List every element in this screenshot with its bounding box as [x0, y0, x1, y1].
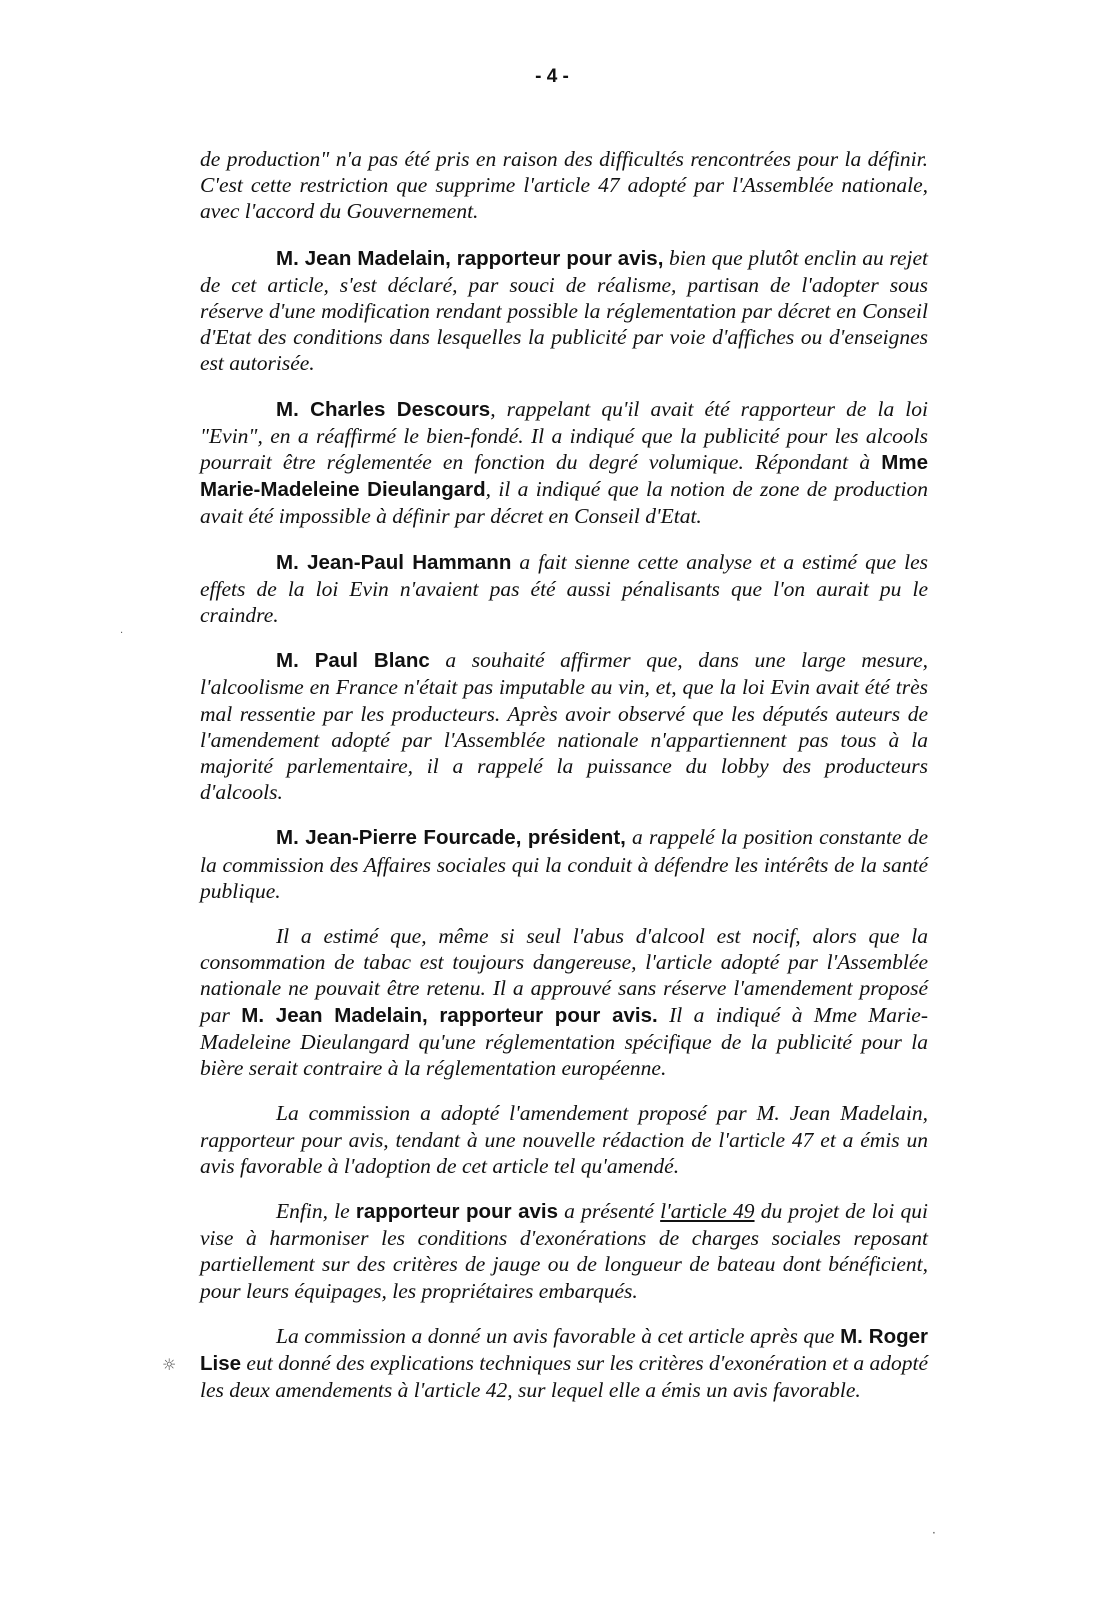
speaker-name: Mme Marie-Madeleine Dieulangard: [200, 451, 928, 502]
paragraph: [200, 146, 928, 225]
page-number: - 4 -: [535, 66, 569, 87]
document-body: [200, 146, 928, 1422]
speaker-name: M. Jean Madelain, rapporteur pour avis.: [241, 1003, 658, 1027]
paragraph-text: a présenté: [557, 1198, 661, 1223]
scan-speck-icon: ·: [932, 1526, 936, 1540]
paragraph-text: a souhaité affirmer que, dans une large mesure, l'alcoolisme en France n'était pas imputable au vin, et, que la loi Evin avait été très mal ressentie par les producteurs. Après avoir observé que les députés auteurs de l'amendement adopté par l'Assemblée nationale n'appartiennent pas tous à la majorité parlementaire, il a rappelé la puissance du lobby des producteurs d'alcools.: [200, 648, 929, 805]
paragraph-text: Enfin, le: [276, 1198, 356, 1223]
paragraph-text: La commission a donné un avis favorable à cet article après que: [276, 1323, 841, 1348]
speaker-name: M. Charles Descours: [276, 397, 491, 421]
paragraph: [200, 245, 928, 377]
scan-speck-icon: ·: [120, 628, 124, 639]
speaker-name: M. Paul Blanc: [276, 649, 430, 673]
paragraph-text: a rappelé la position constante de la commission des Affaires sociales qui la conduit à défendre les intérêts de la santé publique.: [200, 825, 928, 903]
paragraph: [200, 1198, 928, 1304]
paragraph: [200, 824, 928, 904]
article-reference: l'article 49: [660, 1198, 755, 1223]
paragraph-text: , il a indiqué que la notion de zone de production avait été impossible à définir par décret en Conseil d'Etat.: [200, 477, 928, 529]
paragraph-text: Il a indiqué à Mme Marie-Madeleine Dieulangard qu'une réglementation spécifique de la publicité pour la bière serait contraire à la réglementation européenne.: [200, 1002, 928, 1081]
paragraph: [200, 549, 928, 629]
paragraph: [200, 923, 928, 1081]
paragraph-text: de production" n'a pas été pris en raison des difficultés rencontrées pour la définir. C'est cette restriction que supprime l'article 47 adopté par l'Assemblée nationale, avec l'accord du Gouvernement.: [200, 147, 928, 224]
speaker-name: M. Jean-Paul Hammann: [276, 550, 512, 574]
speaker-name: M. Jean Madelain, rapporteur pour avis,: [276, 246, 664, 270]
paragraph-text: bien que plutôt enclin au rejet de cet article, s'est déclaré, par souci de réalisme, partisan de l'adopter sous réserve d'une modification rendant possible la réglementation par décret en Conseil d'Etat des conditions dans lesquelles la publicité par voie d'affiches ou d'enseignes est autorisée.: [200, 245, 928, 376]
paragraph-text: Il a estimé que, même si seul l'abus d'alcool est nocif, alors que la consommation de tabac est toujours dangereuse, l'article adopté par l'Assemblée nationale ne pouvait être retenu. Il a approuvé sans réserve l'amendement proposé par: [200, 924, 928, 1027]
paragraph-text: La commission a adopté l'amendement proposé par M. Jean Madelain, rapporteur pour avis, tendant à une nouvelle rédaction de l'article 47 et a émis un avis favorable à l'adoption de cet article tel qu'amendé.: [200, 1101, 928, 1178]
paragraph-text: a fait sienne cette analyse et a estimé que les effets de la loi Evin n'avaient pas été aussi pénalisants que l'on aurait pu le craindre.: [200, 549, 928, 628]
paragraph: [200, 647, 928, 805]
paragraph-text: eut donné des explications techniques sur les critères d'exonération et a adopté les deux amendements à l'article 42, sur lequel elle a émis un avis favorable.: [200, 1350, 928, 1403]
speaker-name: rapporteur pour avis: [355, 1199, 558, 1223]
speaker-name: M. Jean-Pierre Fourcade, président,: [276, 826, 626, 850]
paragraph: [200, 1100, 928, 1179]
paragraph-text: du projet de loi qui vise à harmoniser les conditions d'exonérations de charges sociales reposant partiellement sur des critères de jauge ou de longueur de bateau dont bénéficient, pour leurs équipages, les propriétaires embarqués.: [200, 1198, 928, 1303]
scan-artifact-icon: ☼: [162, 1355, 177, 1374]
paragraph: [200, 1323, 928, 1404]
speaker-name: M. Roger Lise: [200, 1324, 929, 1375]
paragraph: [200, 396, 928, 530]
paragraph-text: , rappelant qu'il avait été rapporteur de la loi "Evin", en a réaffirmé le bien-fondé. Il a indiqué que la publicité pour les alcools pourrait être réglementée en fonction du degré volumique. Répondant à: [200, 396, 928, 475]
